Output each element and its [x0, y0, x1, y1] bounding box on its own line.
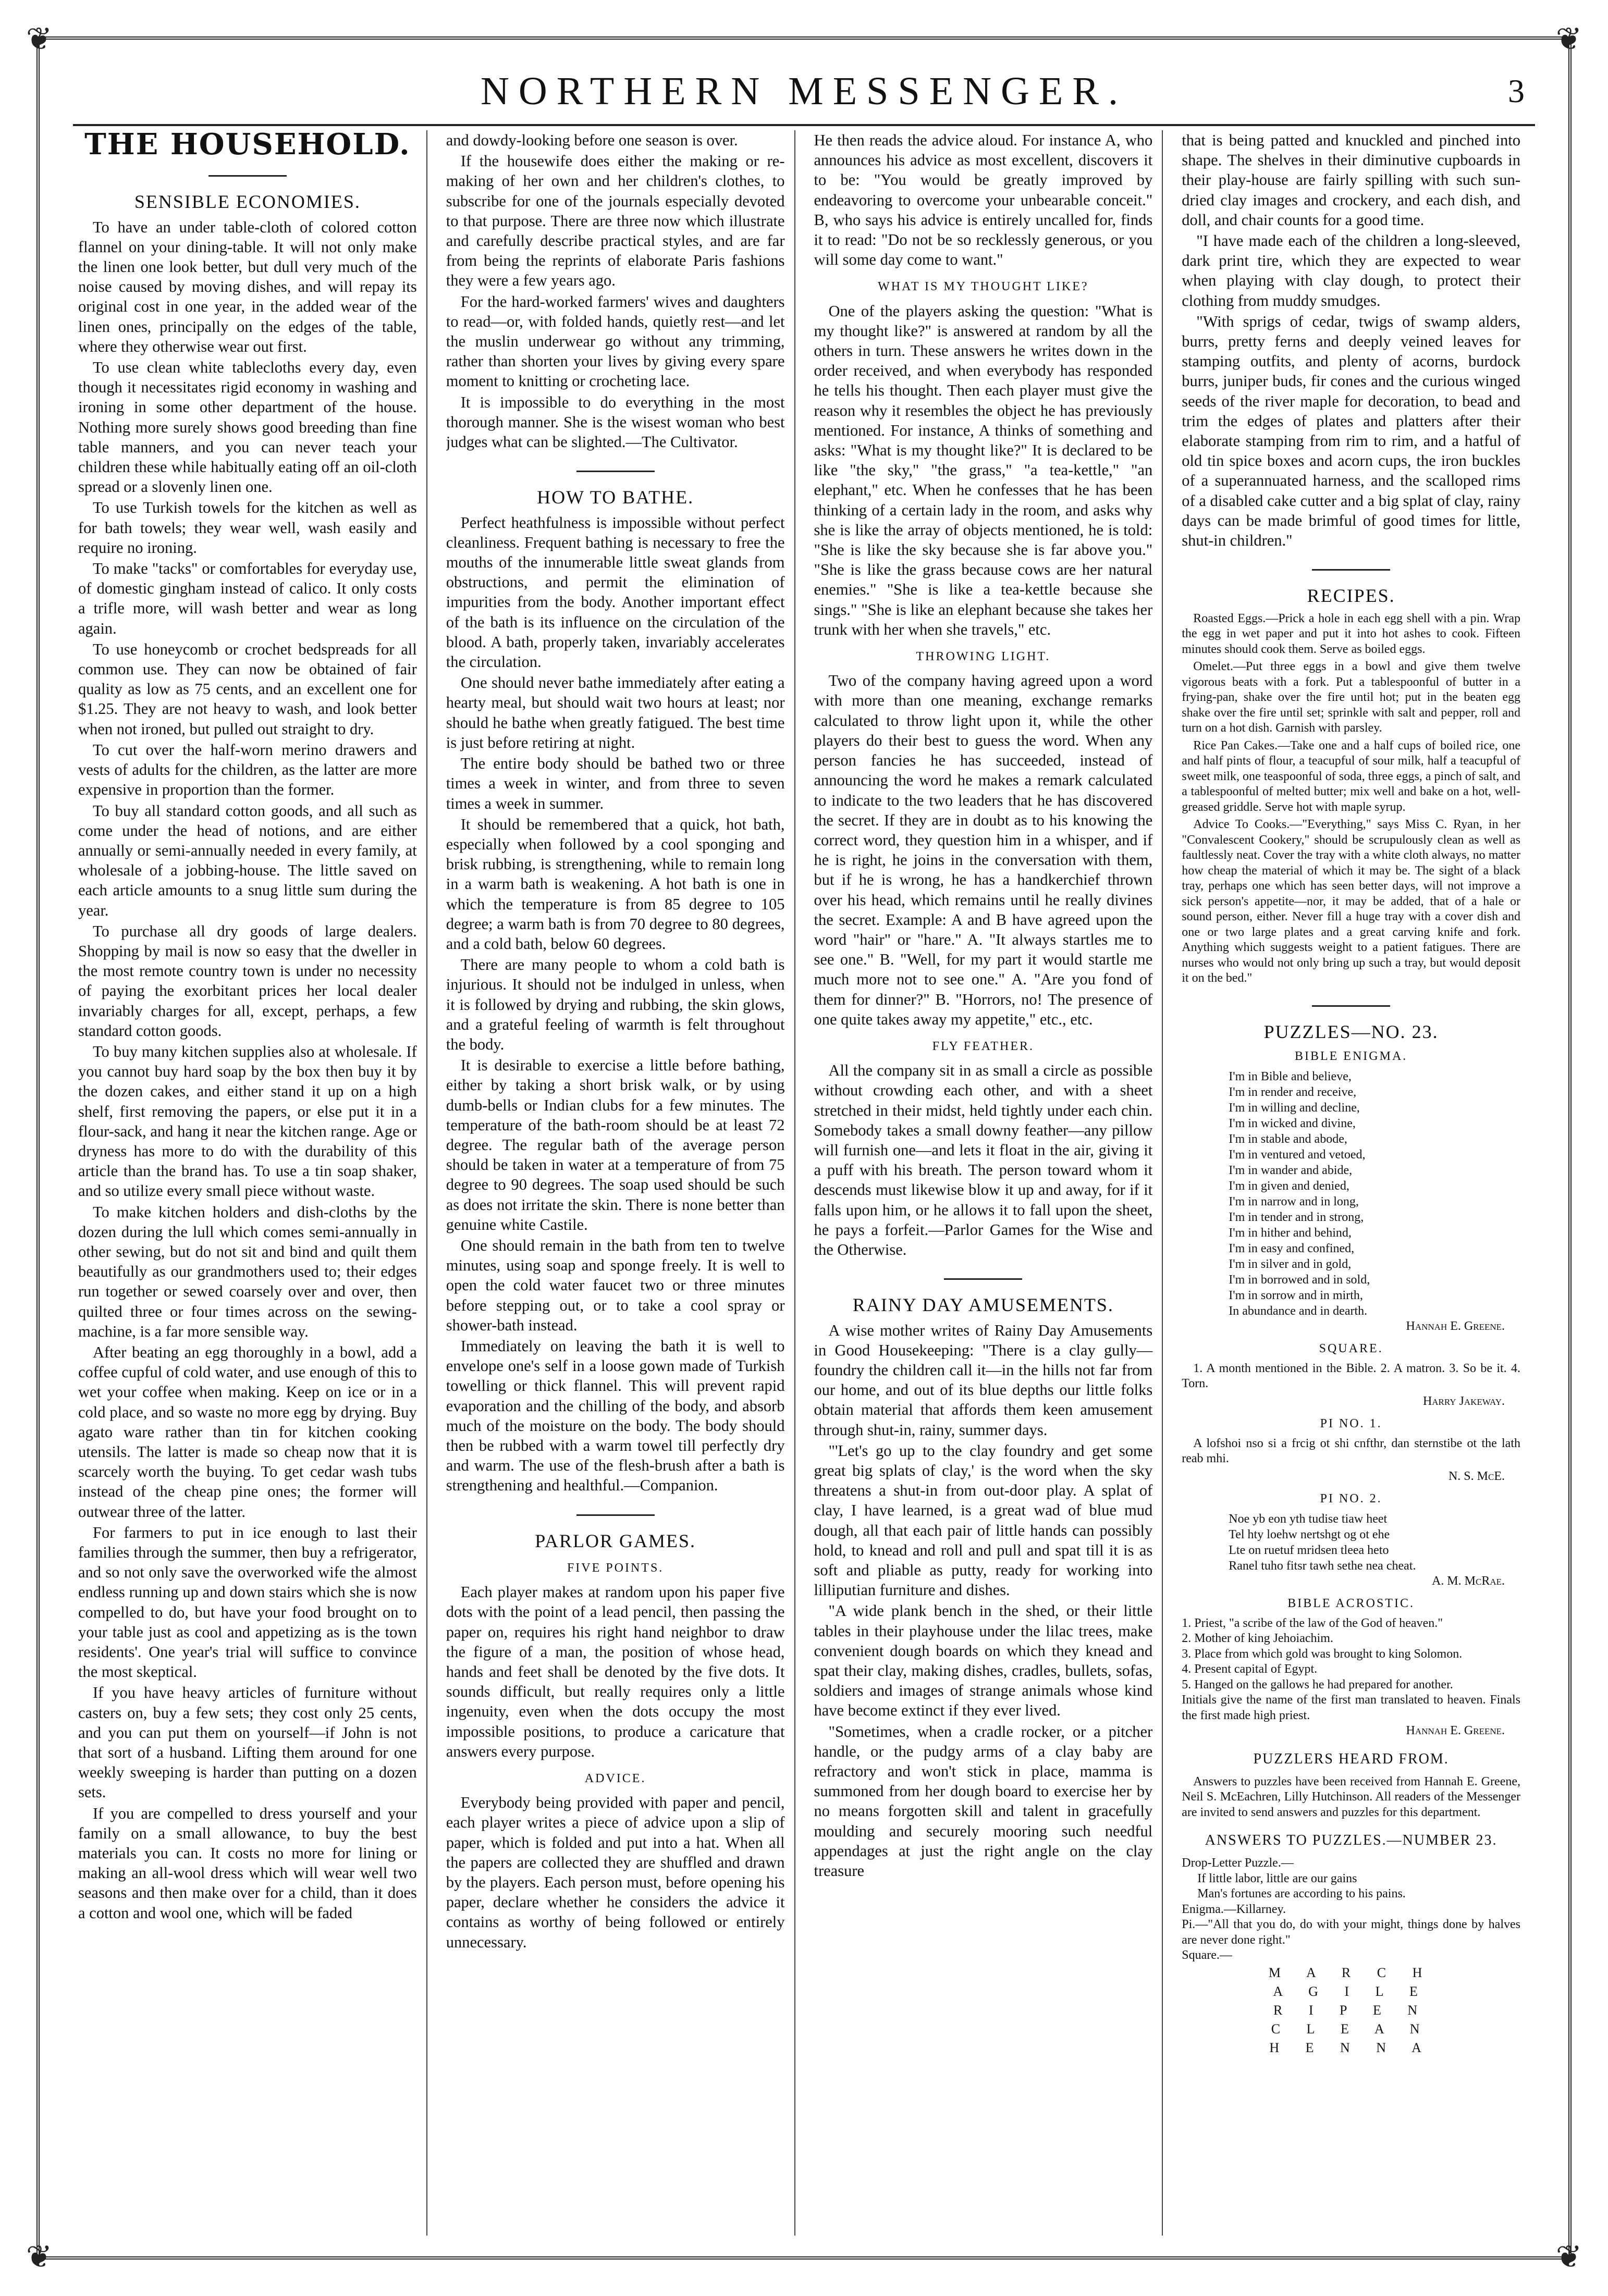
paragraph: If the housewife does either the making or re-making of her own and her children's clothes, to subscribe for one of the journals especially devoted to that purpose. There are three now which illustrate and carefully describe practical styles, and are far from being the reprints of elaborate Paris fashions they were a few years ago. — [446, 152, 785, 290]
answers-body — [1182, 1856, 1520, 1964]
paragraph: To buy all standard cotton goods, and all such as come under the head of notions, and are either annually or semi-annually needed in every family, at wholesale of a jobbing-house. The little saved on each article amounts to a snug little sum during the year. — [78, 801, 417, 919]
enigma-verse — [1182, 1069, 1520, 1319]
answer-line: If little labor, little are our gains — [1197, 1871, 1357, 1885]
column-3 — [814, 130, 1163, 2236]
verse-line: In abundance and in dearth. — [1229, 1304, 1368, 1318]
clue: 1. Priest, "a scribe of the law of the God of heaven." — [1182, 1616, 1443, 1630]
article-title: RECIPES. — [1307, 585, 1395, 607]
paragraph: To use clean white tablecloths every day, even though it necessitates rigid economy in washing and ironing in some other department of the house. Nothing more surely shows good breeding than fine table manners, and you can never teach your children these while habitually eating off an oil-cloth spread or a slovenly linen one. — [78, 359, 417, 496]
article-title: ANSWERS TO PUZZLES.—NUMBER 23. — [1205, 1832, 1497, 1849]
paragraph: One of the players asking the question: "What is my thought like?" is answered at random by all the others in turn. These answers he writes down in the order received, and when everybody has responded he tells his thought. Then each player must give the reason why it resembles the object he has previously mentioned. For instance, A thinks of something and asks: "What is my thought like?" It is declared to be like "the sky," "the grass," "a tea-kettle," "an elephant," etc. When he confesses that he has been thinking of a certain lady in the room, and asks why she is like the array of objects mentioned, he is told: "She is like the sky because she is far above you." "She is like the grass because cows are her natural enemies." "She is like a tea-kettle because she sings." "She is like an elephant because she takes her trunk with her when she travels," etc. — [814, 302, 1153, 638]
clue: Initials give the name of the first man translated to heaven. Finals the first made high priest. — [1182, 1693, 1520, 1722]
paragraph: 1. A month mentioned in the Bible. 2. A matron. 3. So be it. 4. Torn. — [1182, 1361, 1520, 1391]
paragraph: There are many people to whom a cold bath is injurious. It should not be indulged in unless, when it is followed by drying and rubbing, the skin glows, and a grateful feeling of warmth is felt throughout the body. — [446, 956, 785, 1053]
recipes-body — [1182, 611, 1520, 986]
page-number: 3 — [1508, 72, 1525, 109]
paragraph: Two of the company having agreed upon a word with more than one meaning, exchange remarks calculated to throw light upon it, while the other players do their best to guess the word. When any person fancies he has succeeded, instead of announcing the word he makes a remark calculated to indicate to the two leaders that he has discovered the secret. If they are in doubt as to his knowing the correct word, they question him in a whisper, and if he is right, he joins in the conversation with them, but if he is wrong, he has a handkerchief thrown over his head, which remains until he really divines the secret. Example: A and B have agreed upon the word "hair" or "hare." A. "It always startles me to see one." B. "Well, for my part it would startle me much more not to see one." A. "Are you fond of them for dinner?" B. "Horrors, no! The presence of one quite takes away my appetite," etc., etc. — [814, 672, 1153, 1028]
paragraph: One should never bathe immediately after eating a hearty meal, but should wait two hours at least; nor should he bathe when greatly fatigued. The best time is just before retiring at night. — [446, 674, 785, 751]
paragraph: For farmers to put in ice enough to last their families through the summer, then buy a refrigerator, and so not only save the overworked wife the almost endless running up and down stairs which she is now compelled to do, but have your food brought on to your table just as cool and appetizing as is the town residents'. One year's trial will suffice to convince the most skeptical. — [78, 1523, 417, 1681]
subsection-title: SQUARE. — [1319, 1342, 1383, 1356]
square-row: R I P E N — [1273, 2002, 1429, 2018]
paragraph: and dowdy-looking before one season is over. — [446, 131, 738, 149]
article-title: HOW TO BATHE. — [537, 487, 694, 508]
corner-ornament-icon: ❦ — [26, 2239, 53, 2275]
paragraph: If you are compelled to dress yourself and your family on a small allowance, to buy the best materials you can. It costs no more for lining or making an all-wool dress which will wear well two seasons and then make over for a child, than it does a cotton and wool one, which will be faded — [78, 1804, 417, 1922]
paragraph: He then reads the advice aloud. For instance A, who announces his advice as most excellent, discovers it to be: "You would be greatly improved by endeavoring to overcome your unbearable conceit." B, who says his advice is entirely uncalled for, finds it to read: "Do not be so recklessly generous, or you will some day come to want." — [814, 131, 1153, 269]
paragraph: The entire body should be bathed two or three times a week in winter, and from three to seven times a week in summer. — [446, 755, 785, 812]
square-answer — [1182, 1964, 1520, 2057]
paragraph: To make "tacks" or comfortables for everyday use, of domestic gingham instead of calico. It only costs a trifle more, will wash better and wear as long again. — [78, 560, 417, 637]
divider — [1182, 992, 1520, 1011]
paragraph: To use honeycomb or crochet bedspreads for all common use. They can now be obtained of fair quality as low as 75 cents, and an excellent one for $1.25. They are not heavy to wash, and look better when not ironed, but pulled out straight to dry. — [78, 640, 417, 738]
paragraph: It should be remembered that a quick, hot bath, especially when followed by a cool sponging and brisk rubbing, is strengthening, while to remain long in a warm bath is weakening. A hot bath is one in which the temperature is from 85 degree to 105 degree; a warm bath is from 70 degree to 80 degrees, and a cold bath, below 60 degrees. — [446, 815, 785, 953]
masthead — [73, 63, 1535, 120]
verse-line: Lte on ruetuf mridsen tleea heto — [1229, 1543, 1389, 1557]
recipe: Omelet.—Put three eggs in a bowl and give them twelve vigorous beats with a fork. Put a tablespoonful of butter in a frying-pan, shake over the fire until hot; put in the beaten egg shake over the fire until set; sprinkle with salt and pepper, roll and turn on a hot dish. Garnish with parsley. — [1182, 660, 1520, 735]
verse-line: I'm in wicked and divine, — [1229, 1116, 1356, 1130]
square-row: M A R C H — [1268, 1965, 1434, 1980]
paragraph: Everybody being provided with paper and pencil, each player writes a piece of advice upon a slip of paper, which is folded and put into a hat. When all the papers are collected they are shuffled and drawn by the players. Each person must, before opening his paper, declare whether he considers the advice it contains as worthy of being followed or entirely unnecessary. — [446, 1794, 785, 1951]
verse-line: I'm in easy and confined, — [1229, 1241, 1355, 1255]
paragraph: For the hard-worked farmers' wives and daughters to read—or, with folded hands, quietly rest—and let the muslin underwear go without any trimming, rather than shorten your lives by giving every spare moment to knitting or crocheting lace. — [446, 292, 785, 390]
paragraph: To cut over the half-worn merino drawers and vests of adults for the children, as the latter are more expensive in proportion than the former. — [78, 740, 417, 799]
divider — [1182, 556, 1520, 575]
paragraph: After beating an egg thoroughly in a bowl, add a coffee cupful of cold water, and use enough of this to wet your coffee when making. Keep on ice or in a cold place, and so waste no more egg by drying. Buy agato ware rather than tin for kitchen cooking utensils. The latter is made so cheap now that it is scarcely worth the buying. To get cedar wash tubs instead of the cheap pine ones; the former will outwear three of the latter. — [78, 1343, 417, 1521]
subsection-title: WHAT IS MY THOUGHT LIKE? — [878, 280, 1089, 294]
paragraph: To have an under table-cloth of colored cotton flannel on your dining-table. It will not only make the linen one look better, but dull very much of the noise caused by moving dishes, and will repay its original cost in one year, in the added wear of the linen ones, principally on the edges of the table, where they otherwise wear out first. — [78, 218, 417, 355]
verse-line: I'm in willing and decline, — [1229, 1101, 1360, 1115]
heard-body — [1182, 1774, 1520, 1821]
paragraph: A lofshoi nso si a frcig ot shi cnfthr, dan sternstibe ot the lath reab mhi. — [1182, 1436, 1520, 1466]
divider — [814, 1265, 1153, 1285]
square-row: C L E A N — [1271, 2021, 1431, 2036]
answer-line: Enigma.—Killarney. — [1182, 1902, 1286, 1916]
signature: Harry Jakeway. — [1422, 1394, 1505, 1408]
verse-line: I'm in given and denied, — [1229, 1179, 1349, 1193]
answer-line: Man's fortunes are according to his pains. — [1197, 1887, 1406, 1901]
recipe: Rice Pan Cakes.—Take one and a half cups of boiled rice, one and half pints of flour, a teacupful of sour milk, half a teacupful of sweet milk, one teaspoonful of soda, three eggs, a pinch of salt, and a tablespoonful of melted butter; mix well and bake on a hot, well-greased griddle. Serve hot with maple syrup. — [1182, 738, 1520, 814]
divider — [446, 457, 785, 477]
verse-line: Tel hty loehw nertshgt og ot ehe — [1229, 1527, 1390, 1541]
verse-line: Noe yb eon yth tudise tiaw heet — [1229, 1512, 1388, 1526]
pi-verse — [1182, 1511, 1520, 1574]
divider — [446, 1501, 785, 1521]
verse-line: I'm in narrow and in long, — [1229, 1194, 1359, 1208]
signature: Hannah E. Greene. — [1406, 1724, 1505, 1738]
newspaper-title: NORTHERN MESSENGER. — [480, 69, 1128, 113]
paragraph: It is impossible to do everything in the most thorough manner. She is the wisest woman who best judges what can be slighted.—The Cultivator. — [446, 393, 785, 451]
subsection-title: PI NO. 1. — [1320, 1417, 1382, 1431]
subsection-title: FLY FEATHER. — [932, 1039, 1035, 1053]
article-title: PUZZLES—NO. 23. — [1263, 1021, 1439, 1042]
clue: 5. Hanged on the gallows he had prepared for another. — [1182, 1677, 1453, 1692]
verse-line: I'm in sorrow and in mirth, — [1229, 1288, 1363, 1302]
economies-body — [78, 217, 417, 1923]
article-title: PARLOR GAMES. — [535, 1530, 696, 1551]
article-title: SENSIBLE ECONOMIES. — [134, 191, 361, 213]
verse-line: Ranel tuho fitsr tawh sethe nea cheat. — [1229, 1559, 1416, 1573]
corner-ornament-icon: ❦ — [1555, 21, 1582, 57]
subsection-title: BIBLE ENIGMA. — [1294, 1050, 1408, 1064]
paragraph: One should remain in the bath from ten to twelve minutes, using soap and sponge freely. It is well to open the cold water faucet two or three minutes before stepping out, or to take a cool spray or shower-bath instead. — [446, 1236, 785, 1334]
paragraph: A wise mother writes of Rainy Day Amusements in Good Housekeeping: "There is a clay gully—foundry the children call it—in the hills not far from our home, and out of its blue depths our little folks obtain material that affords them keen amusement through shut-in, rainy, summer days. — [814, 1321, 1153, 1439]
divider — [78, 162, 417, 181]
paragraph: Answers to puzzles have been received from Hannah E. Greene, Neil S. McEachren, Lilly Hutchinson. All readers of the Messenger are invited to send answers and puzzles for this department. — [1182, 1774, 1520, 1819]
verse-line: I'm in borrowed and in sold, — [1229, 1273, 1370, 1287]
paragraph: All the company sit in as small a circle as possible without crowding each other, and with a sheet stretched in their midst, held tightly under each chin. Somebody takes a small downy feather—any pillow will furnish one—and lets it float in the air, giving it a puff with his breath. The person toward whom it descends must likewise blow it up and away, for if it falls upon him, or he allows it to fall upon the sheet, he pays a forfeit.—Parlor Games for the Wise and the Otherwise. — [814, 1061, 1153, 1258]
header-rule — [73, 124, 1535, 126]
recipe: Advice To Cooks.—"Everything," says Miss C. Ryan, in her "Convalescent Cookery," should be scrupulously clean as well as faultlessly neat. Cover the tray with a white cloth always, no matter how cheap the material of which it may be. The sight of a black tray, perhaps one which has seen better days, will not improve a sick person's appetite—nor, it may be added, that of a hale or sound person, either. Never fill a huge tray with a cover dish and one or two large plates and a great carving knife and fork. Anything which suggests weight to a patient fatigues. There are nurses who would not only bring up such a tray, but would deposit it on the bed." — [1182, 818, 1520, 985]
article-title: RAINY DAY AMUSEMENTS. — [852, 1294, 1114, 1316]
subsection-title: ADVICE. — [584, 1772, 646, 1786]
answer-line: Square.— — [1182, 1948, 1232, 1962]
paragraph: To purchase all dry goods of large dealers. Shopping by mail is now so easy that the dweller in the most remote country town is under no necessity of paying the exorbitant prices her local dealer invariably charges for all, except, perhaps, a few standard cotton goods. — [78, 922, 417, 1040]
paragraph: Perfect heathfulness is impossible without perfect cleanliness. Frequent bathing is necessary to free the mouths of the innumerable little sweat glands from obstructions, and permit the elimination of impurities from the body. Another important effect of the bath is its influence on the circulation of the blood. A bath, properly taken, invariably accelerates the circulation. — [446, 513, 785, 671]
subsection-title: FIVE POINTS. — [567, 1561, 664, 1575]
paragraph: If you have heavy articles of furniture without casters on, buy a few sets; they cost only 25 cents, and you can put them on yourself—if John is not that sort of a husband. Lifting them around for one weekly sweeping is harder than putting on a dozen sets. — [78, 1684, 417, 1801]
verse-line: I'm in stable and abode, — [1229, 1132, 1347, 1146]
verse-line: I'm in wander and abide, — [1229, 1163, 1353, 1177]
verse-line: I'm in silver and in gold, — [1229, 1257, 1352, 1271]
paragraph: To use Turkish towels for the kitchen as well as for bath towels; they wear well, wash easily and require no ironing. — [78, 499, 417, 557]
subsection-title: PI NO. 2. — [1320, 1492, 1382, 1506]
clue: 4. Present capital of Egypt. — [1182, 1662, 1318, 1676]
corner-ornament-icon: ❦ — [1555, 2239, 1582, 2275]
paragraph: "With sprigs of cedar, twigs of swamp alders, burrs, pretty ferns and deeply veined leaves for stamping outfits, and plenty of acorns, burdock burrs, juniper buds, fir cones and the curious winged seeds of the river maple for decoration, to bead and trim the edges of plates and platters after their elaborate stamping from rim to rim, and a hatful of old tin spice boxes and acorn cups, the iron buckles of a superannuated harness, and the scalloped rims of a disabled cake cutter and a big splat of clay, rainy days can be made brimful of good times for little, shut-in children." — [1182, 312, 1520, 550]
subsection-title: THROWING LIGHT. — [916, 650, 1051, 664]
subsection-title: BIBLE ACROSTIC. — [1287, 1597, 1415, 1611]
paragraph: "A wide plank bench in the shed, or their little tables in their playhouse under the lilac trees, make convenient dough boards on which they knead and spat their clay, making dishes, cradles, bullets, sofas, soldiers and images of strange animals whose kind have become extinct if they ever lived. — [814, 1602, 1153, 1720]
answer-line: Drop-Letter Puzzle.— — [1182, 1856, 1294, 1870]
column-1 — [78, 130, 427, 2236]
square-row: H E N N A — [1269, 2040, 1433, 2055]
column-4 — [1182, 130, 1530, 2236]
signature: A. M. McRae. — [1431, 1574, 1505, 1588]
signature: Hannah E. Greene. — [1406, 1319, 1505, 1333]
verse-line: I'm in render and receive, — [1229, 1085, 1357, 1099]
verse-line: I'm in ventured and vetoed, — [1229, 1147, 1366, 1162]
article-title: PUZZLERS HEARD FROM. — [1253, 1750, 1449, 1767]
columns — [78, 130, 1530, 2236]
clue: 2. Mother of king Jehoiachim. — [1182, 1632, 1333, 1646]
clue: 3. Place from which gold was brought to king Solomon. — [1182, 1647, 1463, 1661]
paragraph: Each player makes at random upon his paper five dots with the point of a lead pencil, then passing the paper on, requires his right hand neighbor to draw the figure of a man, the position of whose head, hands and feet shall be denoted by the five dots. It sounds difficult, but really requires only a little ingenuity, even when the dots occupy the most impossible positions, to produce a caricature that answers every purpose. — [446, 1583, 785, 1760]
recipe: Roasted Eggs.—Prick a hole in each egg shell with a pin. Wrap the egg in wet paper and put it into hot ashes to cook. Fifteen minutes should cook them. Serve as boiled eggs. — [1182, 611, 1520, 656]
column-2 — [446, 130, 795, 2236]
answer-line: Pi.—"All that you do, do with your might, things done by halves are never done right." — [1182, 1918, 1520, 1947]
section-heading: THE HOUSEHOLD. — [84, 130, 411, 162]
verse-line: I'm in Bible and believe, — [1229, 1069, 1352, 1083]
paragraph: that is being patted and knuckled and pinched into shape. The shelves in their diminutive cupboards in their play-house are fairly spilling with such sun-dried clay images and crockery, and each dish, and doll, and chair counts for a good time. — [1182, 131, 1520, 229]
puzzles-body — [1182, 1049, 1520, 1739]
signature: N. S. McE. — [1448, 1469, 1505, 1483]
verse-line: I'm in tender and in strong, — [1229, 1210, 1364, 1224]
paragraph: It is desirable to exercise a little before bathing, either by taking a short brisk walk, or by using dumb-bells or Indian clubs for a few minutes. The temperature of the bath-room should be at least 72 degree. The regular bath of the average person should be taken in water at a temperature of from 75 degree to 90 degrees. The soap used should be such as does not irritate the skin. There is none better than genuine white Castile. — [446, 1056, 785, 1233]
paragraph: To make kitchen holders and dish-cloths by the dozen during the lull which comes semi-annually in other sewing, but do not sit and bind and quilt them beautifully as our grandmothers used to; their edges run together or sewed coarsely over and over, then quilted three or four times across on the sewing-machine, is a far more sensible way. — [78, 1203, 417, 1340]
paragraph: To buy many kitchen supplies also at wholesale. If you cannot buy hard soap by the box then buy it by the dozen cakes, and either stand it up on a high shelf, first removing the papers, or else put it in a flour-sack, and hang it near the kitchen range. Age or dryness has more to do with the durability of this article than the brand has. To use a tin soap shaker, and so utilize every small piece without waste. — [78, 1042, 417, 1200]
paragraph: Immediately on leaving the bath it is well to envelope one's self in a loose gown made of Turkish towelling or thick flannel. This will prevent rapid evaporation and the chilling of the body, and absorb much of the moisture on the body. The body should then be rubbed with a warm towel till perfectly dry and warm. The use of the flesh-brush after a bath is strengthening and healthful.—Companion. — [446, 1337, 785, 1495]
corner-ornament-icon: ❦ — [26, 21, 53, 57]
paragraph: "I have made each of the children a long-sleeved, dark print tire, which they are expected to wear when playing with clay dough, to protect their clothing from muddy smudges. — [1182, 232, 1520, 310]
paragraph: "'Let's go up to the clay foundry and get some great big splats of clay,' is the word when the sky threatens a shut-in from out-door play. A splat of clay, I have learned, is a great wad of blue mud dough, all that each pair of little hands can possibly hold, to knead and roll and pull and spat till it is as soft and pliable as putty, ready for working into lilliputian furniture and dishes. — [814, 1441, 1153, 1599]
square-row: A G I L E — [1273, 1983, 1429, 1999]
paragraph: "Sometimes, when a cradle rocker, or a pitcher handle, or the pudgy arms of a clay baby are refractory and won't stick in place, mamma is summoned from her dough board to exercise her by no means forgotten skill and talent in gracefully moulding and securely mooring such needful appendages at just the right angle on the clay treasure — [814, 1722, 1153, 1880]
verse-line: I'm in hither and behind, — [1229, 1226, 1352, 1240]
